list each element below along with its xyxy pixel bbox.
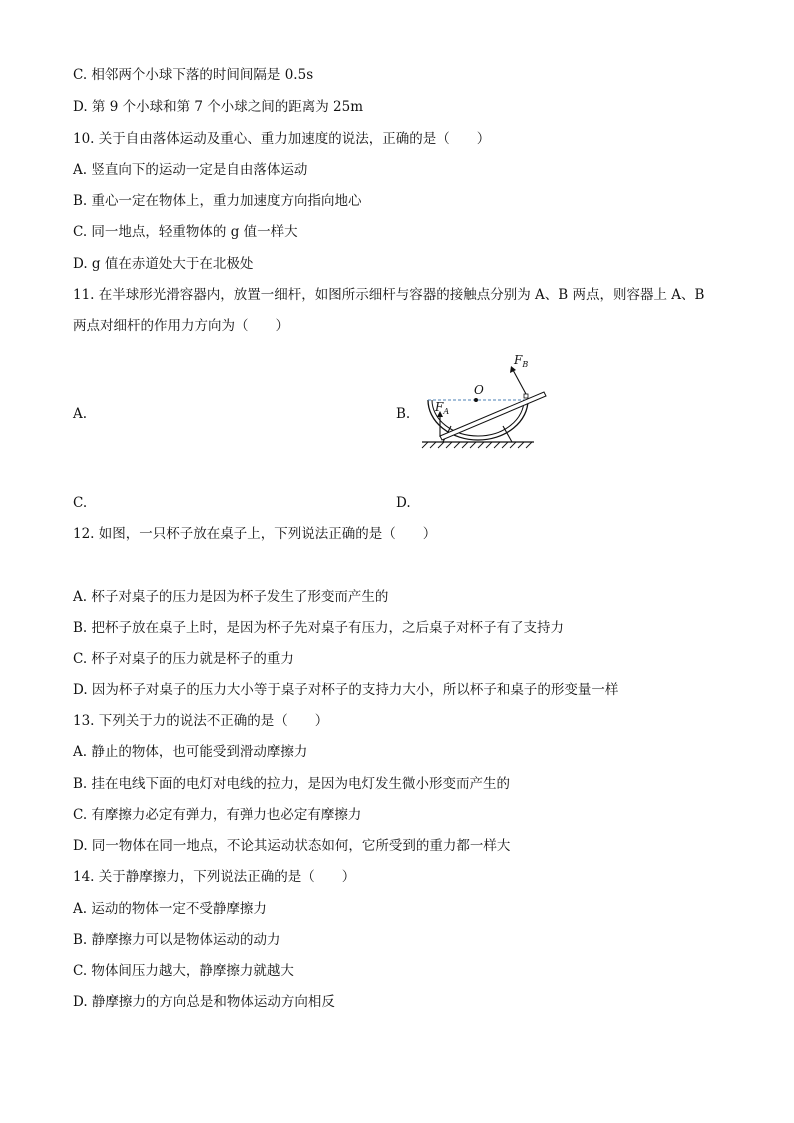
q12-option-a: A. 杯子对桌子的压力是因为杯子发生了形变而产生的 [73, 589, 389, 605]
q14-option-b: B. 静摩擦力可以是物体运动的动力 [73, 932, 281, 948]
q11-option-b-label: B. [396, 406, 411, 422]
rod [440, 392, 546, 440]
label-o: O [474, 383, 484, 397]
q10-option-b: B. 重心一定在物体上，重力加速度方向指向地心 [73, 193, 362, 209]
force-b-arrowhead [510, 366, 516, 373]
q9-option-c: C. 相邻两个小球下落的时间间隔是 0.5s [73, 67, 314, 83]
q13-option-b: B. 挂在电线下面的电灯对电线的拉力，是因为电灯发生微小形变而产生的 [73, 776, 511, 792]
center-point [474, 398, 478, 402]
q14-option-c: C. 物体间压力越大，静摩擦力就越大 [73, 963, 294, 979]
label-fb: $F_B$ [514, 353, 529, 369]
q11-stem-line1: 11. 在半球形光滑容器内，放置一细杆，如图所示细杆与容器的接触点分别为 A、B 两点，则容器上 A、B [73, 287, 705, 303]
q13-option-c: C. 有摩擦力必定有弹力，有弹力也必定有摩擦力 [73, 807, 362, 823]
q12-stem: 12. 如图，一只杯子放在桌子上，下列说法正确的是（ ） [73, 526, 437, 542]
q11-option-c-label: C. [73, 495, 88, 511]
contact-b-marker [524, 394, 528, 398]
q12-option-c: C. 杯子对桌子的压力就是杯子的重力 [73, 651, 294, 667]
q13-option-a: A. 静止的物体，也可能受到滑动摩擦力 [73, 744, 308, 760]
q11-stem-line2: 两点对细杆的作用力方向为（ ） [73, 318, 289, 334]
q10-option-c: C. 同一地点，轻重物体的 g 值一样大 [73, 224, 298, 240]
q10-stem: 10. 关于自由落体运动及重心、重力加速度的说法，正确的是（ ） [73, 131, 491, 147]
q11-option-a-label: A. [73, 406, 88, 422]
q9-option-d: D. 第 9 个小球和第 7 个小球之间的距离为 25m [73, 99, 364, 115]
label-fa: $F_A$ [435, 400, 450, 416]
force-b-arrow [513, 370, 526, 394]
q14-option-a: A. 运动的物体一定不受静摩擦力 [73, 901, 267, 917]
q11-option-d-label: D. [396, 495, 411, 511]
q12-option-b: B. 把杯子放在桌子上时，是因为杯子先对桌子有压力，之后桌子对杯子有了支持力 [73, 620, 565, 636]
q14-stem: 14. 关于静摩擦力，下列说法正确的是（ ） [73, 869, 356, 885]
q10-option-d: D. g 值在赤道处大于在北极处 [73, 256, 254, 272]
q12-option-d: D. 因为杯子对桌子的压力大小等于桌子对杯子的支持力大小，所以杯子和桌子的形变量一样 [73, 682, 619, 698]
q14-option-d: D. 静摩擦力的方向总是和物体运动方向相反 [73, 994, 335, 1010]
q10-option-a: A. 竖直向下的运动一定是自由落体运动 [73, 162, 308, 178]
q13-option-d: D. 同一物体在同一地点，不论其运动状态如何，它所受到的重力都一样大 [73, 838, 511, 854]
q13-stem: 13. 下列关于力的说法不正确的是（ ） [73, 713, 329, 729]
hemisphere-rod-diagram [418, 350, 553, 480]
